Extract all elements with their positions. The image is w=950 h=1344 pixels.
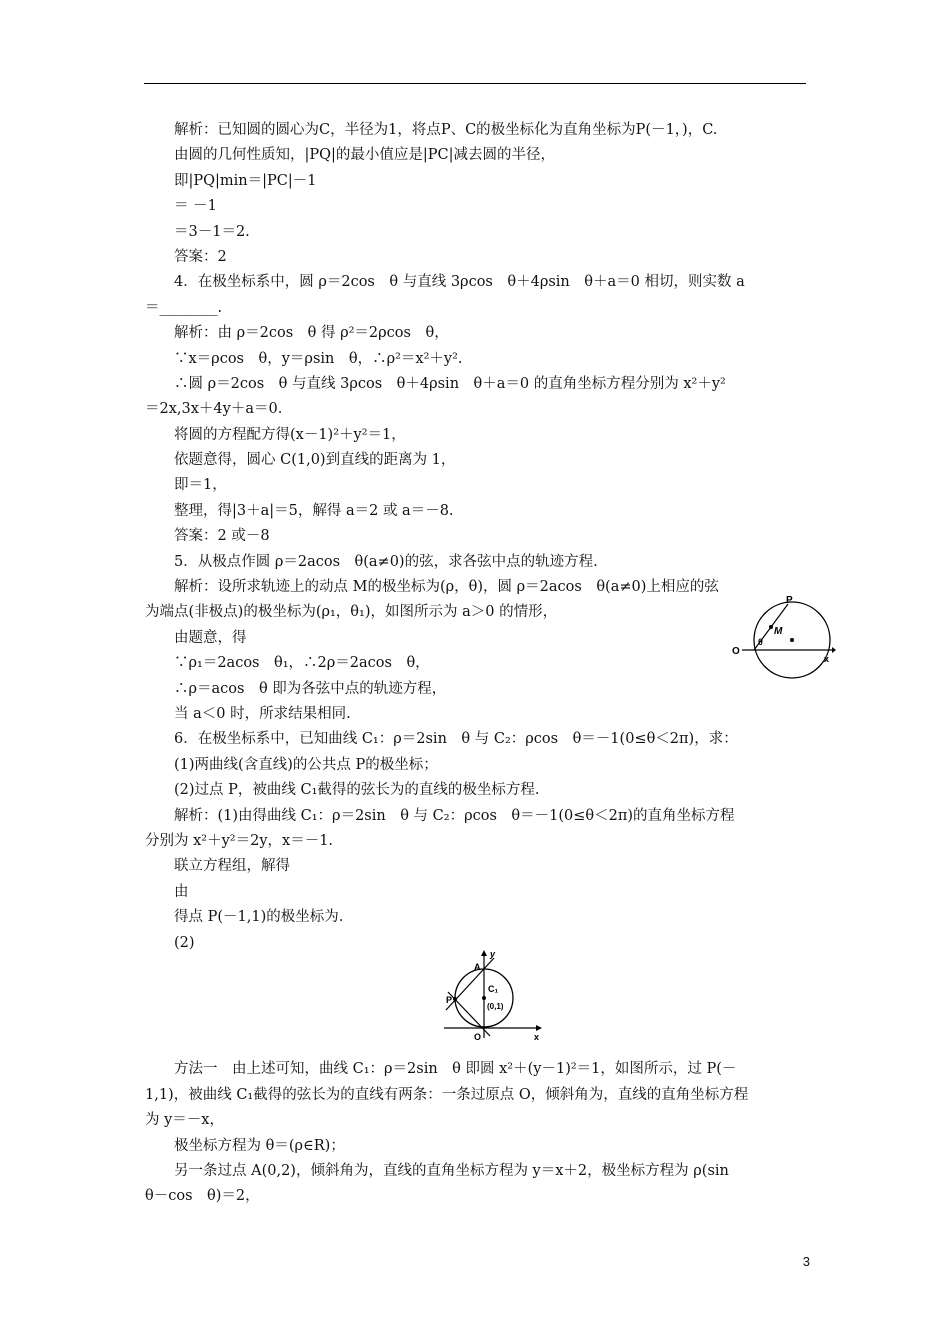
midpoint-dot: [769, 625, 773, 629]
label-y: y: [490, 949, 496, 959]
text-line: 为端点(非极点)的极坐标为(ρ₁，θ₁)，如图所示为 a＞0 的情形，: [145, 604, 558, 621]
text-line: ∵ρ₁＝2acos θ₁，∴2ρ＝2acos θ，: [145, 655, 430, 672]
label-o: O: [474, 1032, 482, 1042]
label-a: A: [474, 962, 481, 972]
axis-arrow-icon: [832, 647, 836, 653]
text-line: (2)过点 P，被曲线 C₁截得的弦长为的直线的极坐标方程.: [145, 782, 540, 799]
text-line: 当 a＜0 时，所求结果相同.: [145, 705, 351, 722]
header-rule: [144, 83, 806, 84]
text-line: 整理，得|3＋a|＝5，解得 a＝2 或 a＝－8.: [145, 502, 454, 519]
text-line: 即|PQ|min＝|PC|－1: [145, 172, 317, 189]
center-c1-dot: [482, 996, 486, 1000]
text-line: 为 y＝－x，: [145, 1112, 224, 1129]
text-line: ＝2x,3x＋4y＋a＝0.: [145, 401, 283, 418]
text-line: ∴圆 ρ＝2cos θ 与直线 3ρcos θ＋4ρsin θ＋a＝0 的直角坐标方程分别为 x²＋y²: [145, 375, 726, 392]
text-line: 由: [145, 883, 189, 900]
x-axis-arrow-icon: [536, 1025, 542, 1031]
text-line: 4．在极坐标系中，圆 ρ＝2cos θ 与直线 3ρcos θ＋4ρsin θ＋a＝0 相切，则实数 a: [145, 274, 745, 291]
text-line: ＝________.: [145, 299, 223, 316]
text-line: ＝3－1＝2.: [145, 223, 250, 240]
text-line: 解析：由 ρ＝2cos θ 得 ρ²＝2ρcos θ，: [145, 325, 449, 342]
text-line: ∴ρ＝acos θ 即为各弦中点的轨迹方程，: [145, 680, 447, 697]
text-line: 分别为 x²＋y²＝2y，x＝－1.: [145, 832, 334, 849]
label-o: O: [732, 646, 740, 657]
text-line: 答案：2: [145, 248, 227, 265]
y-axis-arrow-icon: [481, 950, 487, 956]
label-x: x: [534, 1032, 540, 1042]
label-p: P: [446, 995, 453, 1005]
label-x: x: [824, 654, 830, 664]
text-line: (2): [145, 934, 195, 951]
text-line: 得点 P(－1,1)的极坐标为.: [145, 909, 344, 926]
text-line: 5．从极点作圆 ρ＝2acos θ(a≠0)的弦，求各弦中点的轨迹方程.: [145, 553, 598, 570]
text-line: 解析：已知圆的圆心为C，半径为1，将点P、C的极坐标化为直角坐标为P(－1，)，C.: [145, 122, 718, 138]
label-p: P: [786, 596, 793, 606]
label-c1: C₁: [488, 984, 499, 994]
text-line: 解析：(1)由得曲线 C₁：ρ＝2sin θ 与 C₂：ρcos θ＝－1(0≤θ＜2π)的直角坐标方程: [145, 807, 735, 824]
text-line: 依题意得，圆心 C(1,0)到直线的距离为 1，: [145, 452, 456, 469]
text-line: 6．在极坐标系中，已知曲线 C₁：ρ＝2sin θ 与 C₂：ρcos θ＝－1(0≤θ＜2π)，求：: [145, 731, 738, 748]
label-c1-coord: (0,1): [487, 1002, 504, 1011]
text-line: 答案：2 或－8: [145, 528, 270, 545]
text-line: 即＝1，: [145, 477, 227, 494]
text-line: 解析：设所求轨迹上的动点 M的极坐标为(ρ，θ)，圆 ρ＝2acos θ(a≠0)上相应的弦: [145, 579, 719, 596]
polar-circle-figure: [728, 596, 836, 680]
text-line: 由题意，得: [145, 629, 247, 646]
text-line: ∵x＝ρcos θ，y＝ρsin θ，∴ρ²＝x²＋y².: [145, 350, 463, 367]
text-line: 极坐标方程为 θ＝(ρ∈R)；: [145, 1137, 345, 1154]
text-line: 将圆的方程配方得(x－1)²＋y²＝1，: [145, 426, 406, 443]
page-number: 3: [802, 1254, 810, 1269]
text-line: (1)两曲线(含直线)的公共点 P的极坐标；: [145, 756, 438, 773]
document-body: [145, 118, 807, 1210]
point-p-dot: [453, 997, 457, 1001]
text-line: 方法一 由上述可知，曲线 C₁：ρ＝2sin θ 即圆 x²＋(y－1)²＝1，如图所示，过 P(－: [145, 1061, 737, 1078]
label-theta: θ: [758, 637, 763, 647]
text-line: θ－cos θ)＝2，: [145, 1188, 260, 1205]
curve-c1-figure: [440, 948, 542, 1044]
text-line: 由圆的几何性质知，|PQ|的最小值应是|PC|减去圆的半径，: [145, 147, 556, 164]
text-line: ＝ －1: [145, 198, 217, 215]
text-line: 1,1)，被曲线 C₁截得的弦长为的直线有两条：一条过原点 O，倾斜角为，直线的直角坐标方程: [145, 1086, 749, 1103]
label-m: M: [774, 626, 783, 637]
text-line: 另一条过点 A(0,2)，倾斜角为，直线的直角坐标方程为 y＝x＋2，极坐标方程为 ρ(sin: [145, 1163, 729, 1180]
text-line: 联立方程组，解得: [145, 858, 290, 875]
center-dot: [790, 638, 794, 642]
